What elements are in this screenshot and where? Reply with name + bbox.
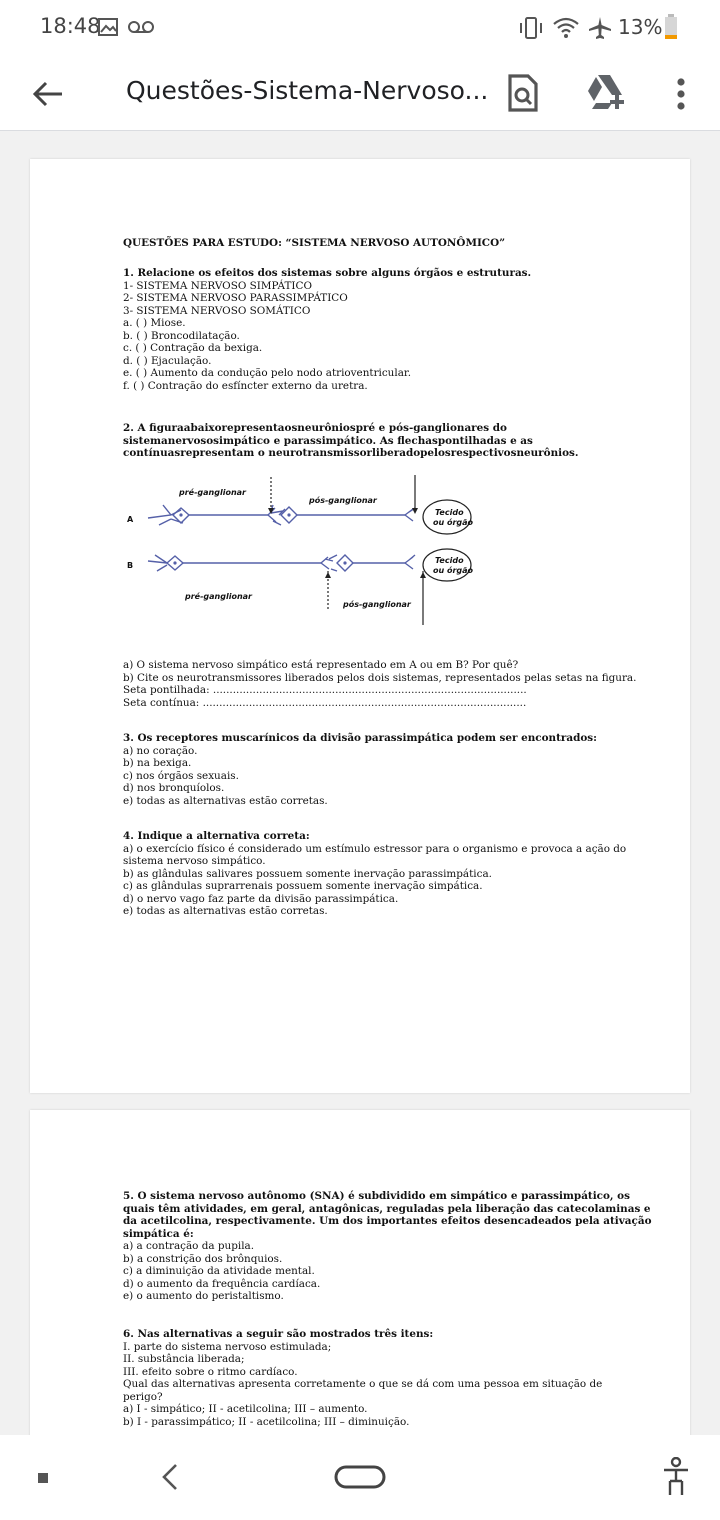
wifi-icon [552,16,580,44]
document-line: e) todas as alternativas estão corretas. [123,905,328,917]
document-line: Seta contínua: .................................................................................................. [123,696,527,709]
document-heading: QUESTÕES PARA ESTUDO: “SISTEMA NERVOSO AUTONÔMICO” [123,237,506,249]
document-line: c) nos órgãos sexuais. [123,769,239,782]
battery-icon [664,14,678,44]
document-line: d) o nervo vago faz parte da divisão parassimpática. [123,892,399,905]
document-line: III. efeito sobre o ritmo cardíaco. [123,1365,298,1378]
drive-add-icon [586,73,628,111]
document-line: a) a contração da pupila. [123,1240,255,1252]
back-button[interactable] [28,74,68,114]
document-line: e) todas as alternativas estão corretas. [123,794,328,807]
document-line: d) nos bronquíolos. [123,782,225,794]
document-line: Seta pontilhada: ............................................................................................... [123,684,527,696]
recents-icon [37,1472,49,1484]
document-line: simpática é: [123,1227,194,1240]
target-b-line2: ou órgão [433,566,474,575]
document-line: 4. Indique a alternativa correta: [123,830,310,842]
app-bar [0,56,720,130]
find-in-document-button[interactable] [506,72,540,114]
document-line: d) o aumento da frequência cardíaca. [123,1277,321,1290]
target-organ-a [423,500,471,534]
document-line: e) o aumento do peristaltismo. [123,1290,284,1302]
question-2 [123,422,603,460]
battery-percent: 13% [618,15,663,39]
document-title: Questões-Sistema-Nervoso... [126,76,489,105]
document-line: a) no coração. [123,744,198,757]
target-b-line1: Tecido [435,556,464,565]
document-line: quais têm atividades, em geral, antagônicas, reguladas pela liberação das catecolaminas e [123,1202,651,1215]
neuron-a-pre-dendrites [148,505,183,525]
document-line: c. ( ) Contração da bexiga. [123,342,263,354]
document-viewer[interactable] [0,130,720,1436]
document-line: sistema nervoso simpático. [123,855,266,867]
recents-button[interactable] [28,1463,58,1493]
neuron-b-pre-terminal [321,557,333,569]
neuron-b-post-dendrites [329,555,337,571]
document-line: sistemanervososimpático e parassimpático. As flechaspontilhadas e as [123,434,533,447]
document-line: a) O sistema nervoso simpático está representado em A ou em B? Por quê? [123,659,519,671]
label-pos-b: pós-ganglionar [343,600,411,609]
document-line: contínuasrepresentam o neurotransmissorliberadopelosrespectivosneurônios. [123,447,579,459]
home-icon [334,1465,386,1489]
neuron-b-post-terminal [405,555,415,569]
document-line: 6. Nas alternativas a seguir são mostrados três itens: [123,1328,434,1340]
navigation-bar [0,1435,720,1520]
document-line: 5. O sistema nervoso autônomo (SNA) é subdividido em simpático e parassimpático, os [123,1190,630,1202]
document-line: b) Cite os neurotransmissores liberados pelos dois sistemas, representados pelas setas na figura. [123,671,637,684]
nav-back-button[interactable] [152,1457,188,1497]
document-line: I. parte do sistema nervoso estimulada; [123,1340,332,1353]
accessibility-icon [662,1457,690,1497]
back-icon [161,1463,179,1491]
add-to-drive-button[interactable] [585,72,629,112]
label-pos-a: pós-ganglionar [309,496,377,505]
status-bar [0,0,720,56]
document-line: c) a diminuição da atividade mental. [123,1265,315,1277]
label-b: B [127,561,134,570]
accessibility-button[interactable] [656,1455,696,1499]
voicemail-icon [127,16,155,42]
label-pre-a: pré-ganglionar [179,488,246,497]
back-arrow-icon [32,80,64,108]
more-options-button[interactable] [664,74,698,114]
question-1 [123,267,603,392]
document-line: a. ( ) Miose. [123,317,186,329]
document-line: b. ( ) Broncodilatação. [123,329,240,342]
document-line: II. substância liberada; [123,1353,245,1365]
document-line: a) I - simpático; II - acetilcolina; III – aumento. [123,1403,368,1415]
status-time: 18:48 [40,14,101,38]
document-line: b) I - parassimpático; II - acetilcolina; III – diminuição. [123,1415,410,1428]
home-button[interactable] [330,1461,390,1493]
image-icon [97,16,119,42]
neuron-figure [123,475,503,647]
document-line: f. ( ) Contração do esfíncter externo da uretra. [123,379,368,392]
question-3 [123,732,603,807]
document-line: perigo? [123,1390,163,1403]
document-line: b) na bexiga. [123,757,192,769]
vibrate-icon [518,16,544,44]
question-6 [123,1328,603,1428]
document-line: da acetilcolina, respectivamente. Um dos importantes efeitos desencadeados pela ativação [123,1215,652,1227]
document-line: b) a constrição dos brônquios. [123,1252,283,1265]
document-line: Qual das alternativas apresenta corretamente o que se dá com uma pessoa em situação de [123,1378,603,1390]
target-a-line2: ou órgão [433,518,474,527]
document-page-2 [30,1110,690,1436]
more-vert-icon [676,78,686,110]
question-2-items [123,659,637,709]
document-line: b) as glândulas salivares possuem somente inervação parassimpática. [123,867,492,880]
document-line: 1- SISTEMA NERVOSO SIMPÁTICO [123,279,312,292]
document-line: c) as glândulas suprarrenais possuem somente inervação simpática. [123,880,483,892]
target-organ-b [423,549,471,581]
neuron-b-pre-dendrites [148,555,167,571]
document-line: a) o exercício físico é considerado um estímulo estressor para o organismo e provoca a ação do [123,842,627,855]
document-line: 3- SISTEMA NERVOSO SOMÁTICO [123,304,311,317]
airplane-icon [588,16,612,44]
document-line: 1. Relacione os efeitos dos sistemas sobre alguns órgãos e estruturas. [123,267,532,279]
question-5 [123,1190,652,1303]
document-line: 2. A figuraabaixorepresentaosneurôniospré e pós-ganglionares do [123,422,507,434]
label-pre-b: pré-ganglionar [185,592,252,601]
document-search-icon [508,74,538,112]
document-line: d. ( ) Ejaculação. [123,354,212,367]
document-line: 2- SISTEMA NERVOSO PARASSIMPÁTICO [123,292,348,304]
target-a-line1: Tecido [435,508,464,517]
question-4 [123,830,627,918]
document-line: e. ( ) Aumento da condução pelo nodo atrioventricular. [123,367,412,379]
label-a: A [127,515,134,524]
document-line: 3. Os receptores muscarínicos da divisão parassimpática podem ser encontrados: [123,732,597,744]
document-page-1 [30,159,690,1093]
